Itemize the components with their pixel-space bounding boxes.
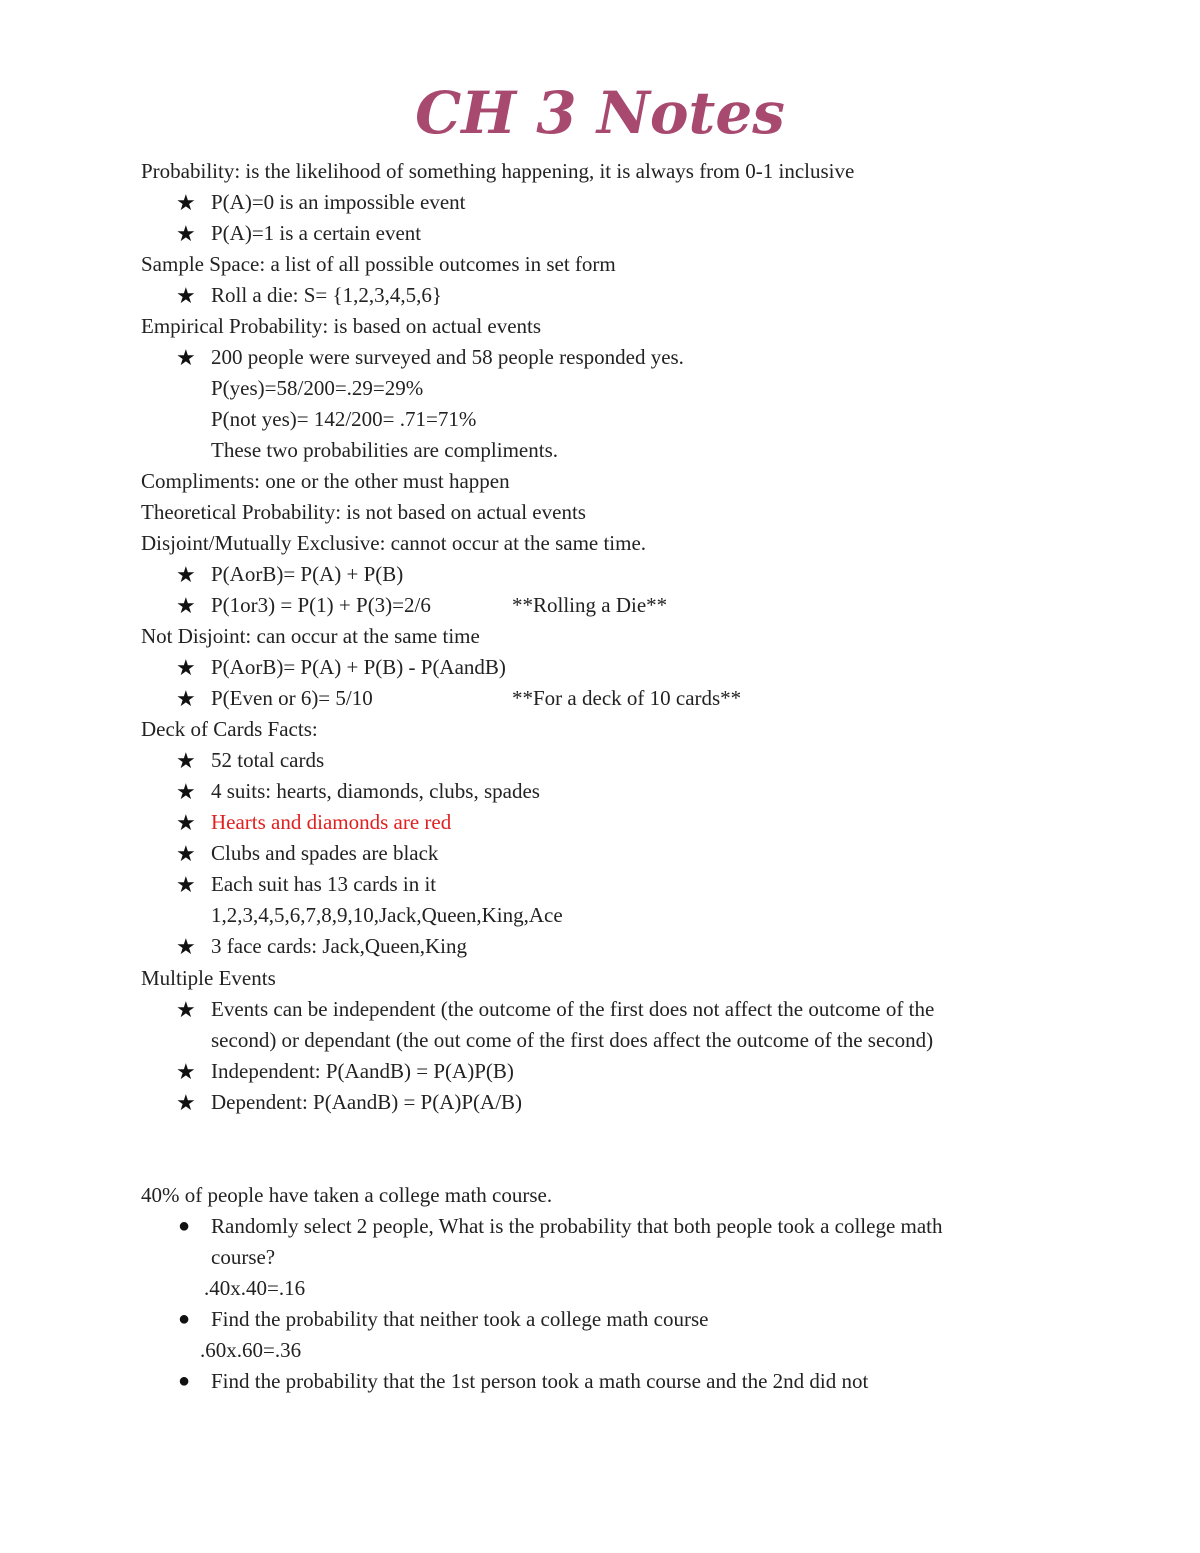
star-bullet-icon: ★ bbox=[176, 872, 196, 897]
bullet-text: 200 people were surveyed and 58 people responded yes. bbox=[211, 345, 684, 369]
star-bullet-icon: ★ bbox=[176, 655, 196, 680]
bullet-text: P(Even or 6)= 5/10 bbox=[211, 686, 373, 710]
bullet-continuation: second) or dependant (the out come of the first does affect the outcome of the second) bbox=[211, 1028, 934, 1052]
bullet-text: Roll a die: S= {1,2,3,4,5,6} bbox=[211, 283, 442, 307]
college-math-intro: 40% of people have taken a college math course. bbox=[141, 1183, 553, 1207]
bullet-text: P(AorB)= P(A) + P(B) - P(AandB) bbox=[211, 655, 506, 679]
bullet-text: 4 suits: hearts, diamonds, clubs, spades bbox=[211, 779, 540, 803]
star-bullet-icon: ★ bbox=[176, 748, 196, 773]
bullet-text: P(AorB)= P(A) + P(B) bbox=[211, 562, 404, 586]
compliments-definition: Compliments: one or the other must happen bbox=[141, 469, 510, 493]
bullet-text: Clubs and spades are black bbox=[211, 841, 439, 865]
star-bullet-icon: ★ bbox=[176, 779, 196, 804]
star-bullet-icon: ★ bbox=[176, 283, 196, 308]
question-text: Find the probability that neither took a college math course bbox=[211, 1307, 709, 1331]
star-bullet-icon: ★ bbox=[176, 1059, 196, 1084]
deck-facts-heading: Deck of Cards Facts: bbox=[141, 717, 318, 741]
bullet-text: 52 total cards bbox=[211, 748, 325, 772]
bullet-continuation: 1,2,3,4,5,6,7,8,9,10,Jack,Queen,King,Ace bbox=[211, 903, 563, 927]
bullet-text: P(1or3) = P(1) + P(3)=2/6 bbox=[211, 593, 431, 617]
bullet-text: P(A)=1 is a certain event bbox=[211, 221, 422, 245]
answer-text: .40x.40=.16 bbox=[204, 1276, 306, 1300]
star-bullet-icon: ★ bbox=[176, 841, 196, 866]
bullet-text: Events can be independent (the outcome of the first does not affect the outcome of the bbox=[211, 997, 935, 1021]
star-bullet-icon: ★ bbox=[176, 190, 196, 215]
star-bullet-icon: ★ bbox=[176, 810, 196, 835]
star-bullet-icon: ★ bbox=[176, 1090, 196, 1115]
not-disjoint-definition: Not Disjoint: can occur at the same time bbox=[141, 624, 480, 648]
star-bullet-icon: ★ bbox=[176, 997, 196, 1022]
probability-definition: Probability: is the likelihood of something happening, it is always from 0-1 inclusive bbox=[141, 159, 855, 183]
star-bullet-icon: ★ bbox=[176, 345, 196, 370]
page-title: CH 3 Notes bbox=[415, 79, 785, 147]
star-bullet-icon: ★ bbox=[176, 686, 196, 711]
bullet-continuation: P(yes)=58/200=.29=29% bbox=[211, 376, 424, 400]
bullet-note: **For a deck of 10 cards** bbox=[512, 686, 742, 710]
bullet-text: Independent: P(AandB) = P(A)P(B) bbox=[211, 1059, 514, 1083]
star-bullet-icon: ★ bbox=[176, 593, 196, 618]
bullet-text: Dependent: P(AandB) = P(A)P(A/B) bbox=[211, 1090, 523, 1114]
red-highlight-text: Hearts and diamonds are red bbox=[211, 810, 452, 834]
question-text: Randomly select 2 people, What is the probability that both people took a college math bbox=[211, 1214, 943, 1238]
disjoint-definition: Disjoint/Mutually Exclusive: cannot occur at the same time. bbox=[141, 531, 647, 555]
bullet-note: **Rolling a Die** bbox=[512, 593, 668, 617]
question-text: Find the probability that the 1st person took a math course and the 2nd did not bbox=[211, 1369, 869, 1393]
dot-bullet-icon: ● bbox=[178, 1308, 191, 1330]
star-bullet-icon: ★ bbox=[176, 934, 196, 959]
question-continuation: course? bbox=[211, 1245, 276, 1269]
sample-space-definition: Sample Space: a list of all possible outcomes in set form bbox=[141, 252, 616, 276]
bullet-text: 3 face cards: Jack,Queen,King bbox=[211, 934, 467, 958]
bullet-text: P(A)=0 is an impossible event bbox=[211, 190, 466, 214]
star-bullet-icon: ★ bbox=[176, 221, 196, 246]
star-bullet-icon: ★ bbox=[176, 562, 196, 587]
dot-bullet-icon: ● bbox=[178, 1370, 191, 1392]
bullet-continuation: These two probabilities are compliments. bbox=[211, 438, 558, 462]
dot-bullet-icon: ● bbox=[178, 1215, 191, 1237]
multiple-events-heading: Multiple Events bbox=[141, 966, 276, 990]
answer-text: .60x.60=.36 bbox=[200, 1338, 302, 1362]
empirical-definition: Empirical Probability: is based on actual events bbox=[141, 314, 542, 338]
bullet-text: Each suit has 13 cards in it bbox=[211, 872, 437, 896]
theoretical-definition: Theoretical Probability: is not based on actual events bbox=[141, 500, 586, 524]
bullet-continuation: P(not yes)= 142/200= .71=71% bbox=[211, 407, 477, 431]
